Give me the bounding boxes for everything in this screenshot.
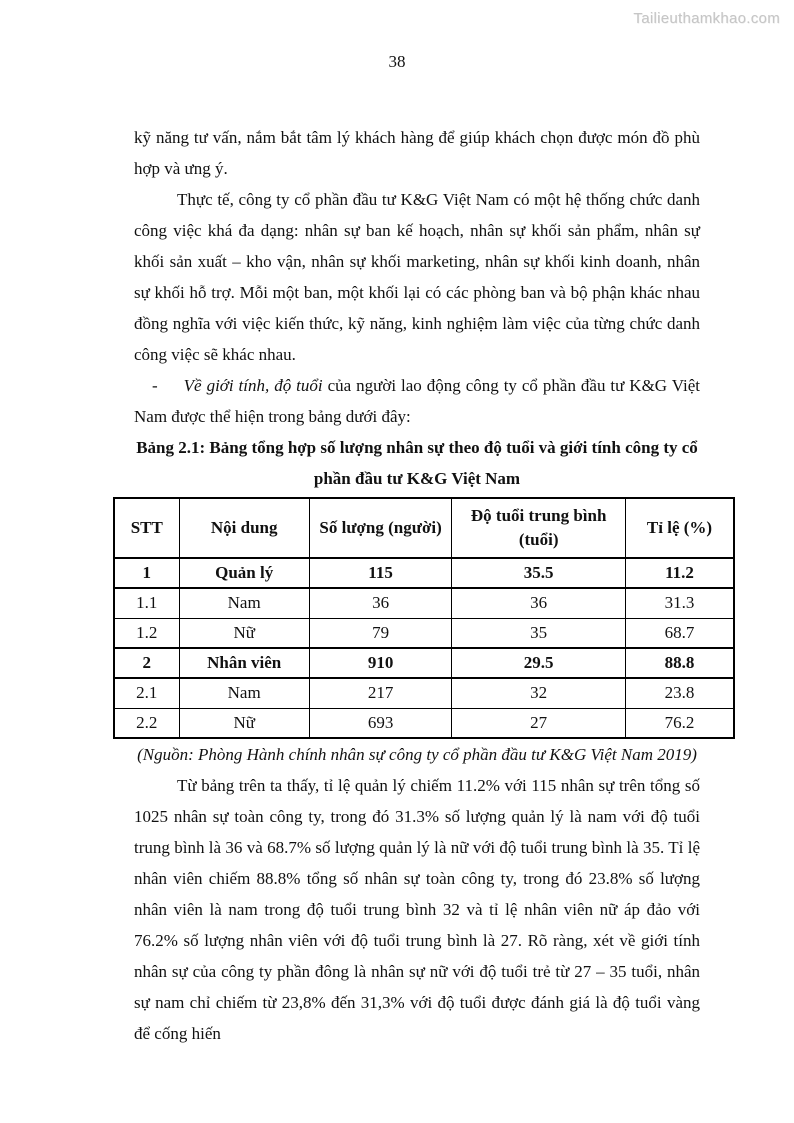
page-number: 38 [388,52,406,71]
cell-noi-dung: Quản lý [179,558,309,588]
cell-ti-le: 31.3 [625,588,734,618]
cell-ti-le: 88.8 [625,648,734,678]
cell-stt: 2 [114,648,179,678]
cell-stt: 2.1 [114,678,179,708]
cell-so-luong: 217 [309,678,452,708]
cell-so-luong: 79 [309,618,452,648]
cell-stt: 1.2 [114,618,179,648]
header-noi-dung: Nội dung [179,498,309,558]
cell-do-tuoi: 35.5 [452,558,626,588]
cell-stt: 1.1 [114,588,179,618]
cell-so-luong: 115 [309,558,452,588]
cell-ti-le: 11.2 [625,558,734,588]
cell-ti-le: 68.7 [625,618,734,648]
table-row-nhan-vien-nam [114,678,734,708]
cell-stt: 1 [114,558,179,588]
analysis-paragraph: Từ bảng trên ta thấy, tỉ lệ quản lý chiếm 11.2% với 115 nhân sự trên tổng số 1025 nhân sự toàn công ty, trong đó 31.3% số lượng quản lý là nam với độ tuổi trung bình là 36 và 68.7% số lượng quản lý là nữ với độ tuổi trung bình là 35. Tỉ lệ nhân viên chiếm 88.8% tổng số nhân sự toàn công ty, trong đó 23.8% số lượng nhân viên là nam trong độ tuổi trung bình 32 và tỉ lệ nhân viên nữ áp đảo với 76.2% số lượng nhân viên với độ tuổi trung bình là 27. Rõ ràng, xét về giới tính nhân sự của công ty phần đông là nhân sự nữ với độ tuổi trẻ từ 27 – 35 tuổi, nhân sự nam chỉ chiếm từ 23,8% đến 31,3% với độ tuổi được đánh giá là độ tuổi vàng để cống hiến [134,776,700,1043]
cell-noi-dung: Nam [179,678,309,708]
cell-noi-dung: Nhân viên [179,648,309,678]
cell-do-tuoi: 27 [452,708,626,738]
bullet-paragraph-rest: của người lao động công ty cổ phần đầu tư K&G Việt Nam được thể hiện trong bảng dưới đây: [134,376,700,426]
page-content [130,122,713,1049]
cell-noi-dung: Nam [179,588,309,618]
table-row-quan-ly-nam [114,588,734,618]
table-source-note: (Nguồn: Phòng Hành chính nhân sự công ty cổ phần đầu tư K&G Việt Nam 2019) [137,745,697,764]
cell-do-tuoi: 35 [452,618,626,648]
cell-so-luong: 36 [309,588,452,618]
header-stt: STT [114,498,179,558]
paragraph-job-titles: Thực tế, công ty cổ phần đầu tư K&G Việt Nam có một hệ thống chức danh công việc khá đa dạng: nhân sự ban kế hoạch, nhân sự khối sản phẩm, nhân sự khối sản xuất – kho vận, nhân sự khối marketing, nhân sự khối kinh doanh, nhân sự khối hỗ trợ. Mỗi một ban, một khối lại có các phòng ban và bộ phận khác nhau đồng nghĩa với việc kiến thức, kỹ năng, kinh nghiệm làm việc của từng chức danh công việc sẽ khác nhau. [134,190,700,364]
cell-noi-dung: Nữ [179,708,309,738]
table-row-quan-ly [114,558,734,588]
cell-ti-le: 23.8 [625,678,734,708]
header-ti-le: Tỉ lệ (%) [625,498,734,558]
bullet-paragraph [134,370,700,432]
table-title: Bảng 2.1: Bảng tổng hợp số lượng nhân sự theo độ tuổi và giới tính công ty cổ phần đầu tư K&G Việt Nam [136,438,698,488]
cell-so-luong: 910 [309,648,452,678]
paragraph-continuation: kỹ năng tư vấn, nắm bắt tâm lý khách hàng để giúp khách chọn được món đồ phù hợp và ưng ý. [134,128,700,178]
cell-do-tuoi: 29.5 [452,648,626,678]
bullet-dash: - [152,376,158,395]
table-header-row [114,498,734,558]
table-row-quan-ly-nu [114,618,734,648]
watermark-text: Tailieuthamkhao.com [633,10,780,27]
cell-noi-dung: Nữ [179,618,309,648]
table-row-nhan-vien [114,648,734,678]
personnel-summary-table [113,497,735,739]
cell-so-luong: 693 [309,708,452,738]
bullet-italic-lead: Về giới tính, độ tuổi [183,376,323,395]
cell-ti-le: 76.2 [625,708,734,738]
cell-do-tuoi: 32 [452,678,626,708]
header-do-tuoi: Độ tuổi trung bình (tuổi) [452,498,626,558]
header-so-luong: Số lượng (người) [309,498,452,558]
table-row-nhan-vien-nu [114,708,734,738]
cell-do-tuoi: 36 [452,588,626,618]
cell-stt: 2.2 [114,708,179,738]
